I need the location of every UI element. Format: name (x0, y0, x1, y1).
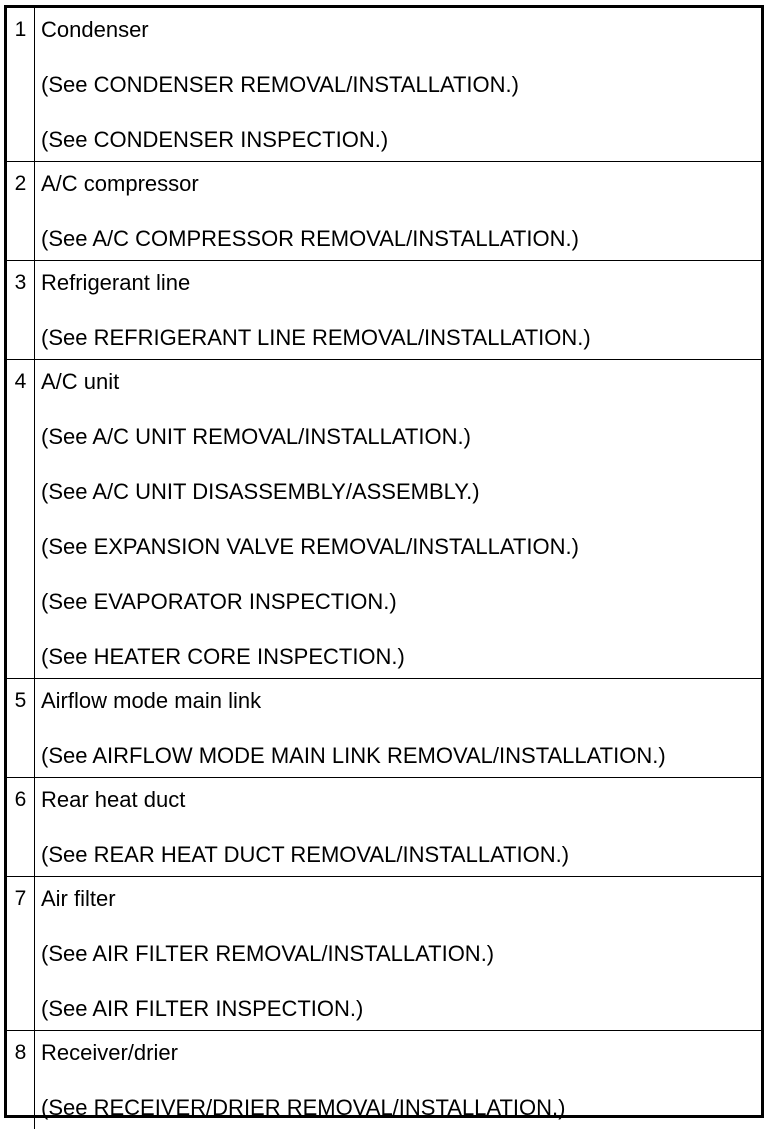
table-row (7, 261, 761, 360)
table-row (7, 162, 761, 261)
part-number: 7 (7, 877, 35, 1031)
part-number: 2 (7, 162, 35, 261)
parts-table-body (7, 8, 761, 1129)
reference-link[interactable]: (See CONDENSER INSPECTION.) (41, 128, 761, 152)
parts-table (7, 8, 761, 1129)
part-name: Rear heat duct (41, 788, 761, 812)
part-number: 8 (7, 1031, 35, 1129)
reference-list (41, 227, 761, 260)
table-row (7, 360, 761, 679)
table-row (7, 877, 761, 1031)
table-row (7, 1031, 761, 1129)
part-name: Refrigerant line (41, 271, 761, 295)
reference-link[interactable]: (See A/C UNIT DISASSEMBLY/ASSEMBLY.) (41, 480, 761, 504)
part-cell (35, 8, 762, 162)
part-name: Airflow mode main link (41, 689, 761, 713)
reference-link[interactable]: (See REAR HEAT DUCT REMOVAL/INSTALLATION.) (41, 843, 761, 867)
table-row (7, 8, 761, 162)
part-name: A/C unit (41, 370, 761, 394)
reference-list (41, 942, 761, 1030)
reference-link[interactable]: (See HEATER CORE INSPECTION.) (41, 645, 761, 669)
reference-link[interactable]: (See CONDENSER REMOVAL/INSTALLATION.) (41, 73, 761, 97)
part-name: Condenser (41, 18, 761, 42)
part-number: 1 (7, 8, 35, 162)
part-name: Receiver/drier (41, 1041, 761, 1065)
part-number: 6 (7, 778, 35, 877)
reference-link[interactable]: (See AIR FILTER REMOVAL/INSTALLATION.) (41, 942, 761, 966)
reference-link[interactable]: (See A/C UNIT REMOVAL/INSTALLATION.) (41, 425, 761, 449)
part-cell (35, 778, 762, 877)
table-row (7, 679, 761, 778)
part-cell (35, 261, 762, 360)
part-number: 3 (7, 261, 35, 360)
part-cell (35, 679, 762, 778)
reference-list (41, 326, 761, 359)
part-cell (35, 360, 762, 679)
reference-link[interactable]: (See RECEIVER/DRIER REMOVAL/INSTALLATION.) (41, 1096, 761, 1120)
reference-link[interactable]: (See AIRFLOW MODE MAIN LINK REMOVAL/INSTALLATION.) (41, 744, 761, 768)
reference-link[interactable]: (See A/C COMPRESSOR REMOVAL/INSTALLATION.) (41, 227, 761, 251)
part-name: Air filter (41, 887, 761, 911)
part-cell (35, 877, 762, 1031)
part-cell (35, 1031, 762, 1129)
reference-list (41, 1096, 761, 1129)
parts-table-frame (4, 5, 764, 1118)
reference-list (41, 744, 761, 777)
reference-link[interactable]: (See AIR FILTER INSPECTION.) (41, 997, 761, 1021)
part-name: A/C compressor (41, 172, 761, 196)
part-number: 4 (7, 360, 35, 679)
part-cell (35, 162, 762, 261)
reference-list (41, 843, 761, 876)
reference-list (41, 425, 761, 678)
reference-link[interactable]: (See EXPANSION VALVE REMOVAL/INSTALLATION.) (41, 535, 761, 559)
reference-link[interactable]: (See REFRIGERANT LINE REMOVAL/INSTALLATION.) (41, 326, 761, 350)
reference-link[interactable]: (See EVAPORATOR INSPECTION.) (41, 590, 761, 614)
table-row (7, 778, 761, 877)
part-number: 5 (7, 679, 35, 778)
reference-list (41, 73, 761, 161)
